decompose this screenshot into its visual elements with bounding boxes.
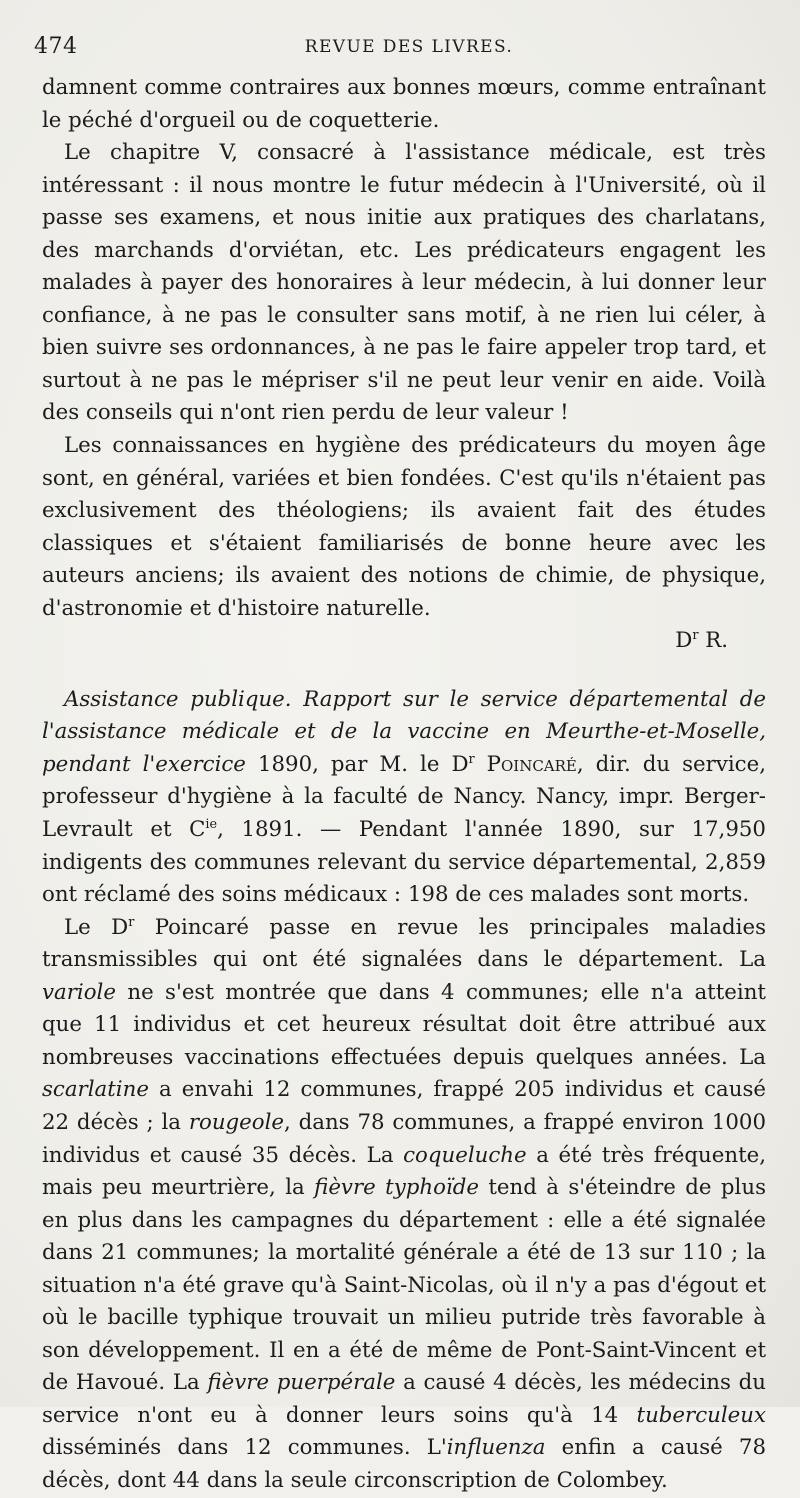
paragraph: Le chapitre V, consacré à l'assistance médicale, est très intéressant : il nous montre le futur médecin à l'Université, où il passe ses examens, et nous initie aux pratiques des charlatans, des marchands d'orviétan, etc. Les prédicateurs engagent les malades à payer des honoraires à leur médecin, à lui donner leur confiance, à ne pas le consulter sans motif, à ne rien lui céler, à bien suivre ses ordonnances, à ne pas le faire appeler trop tard, et surtout à ne pas le mépriser s'il ne peut leur venir en aide. Voilà des conseils qui n'ont rien perdu de leur valeur ! <box>42 140 766 426</box>
signature-superscript: r <box>692 628 699 644</box>
page-body <box>34 30 766 1498</box>
review-continued <box>42 72 766 658</box>
disease-term: tuberculeux <box>636 1402 766 1428</box>
bibliographic-entry: Assistance publique. Rapport sur le service départemental de l'assistance médicale et de la vaccine en Meurthe-et-Moselle, pendant l'exercice 1890, par M. le $D^r$ Poincaré, dir. du service, professeur d'hygiène à la faculté de Nancy. Nancy, impr. Berger-Levrault et $C^{ie}$, 1891. — Pendant l'année 1890, sur 17,950 indigents des communes relevant du service départemental, 2,859 ont réclamé des soins médicaux : 198 de ces malades sont morts. <box>42 686 766 908</box>
review-assistance-publique <box>42 684 766 1498</box>
review-signature <box>42 625 766 658</box>
disease-term: coqueluche <box>403 1142 527 1168</box>
disease-term: fièvre typhoïde <box>314 1175 479 1201</box>
paragraph: Le $D^r$ Poincaré passe en revue les principales maladies transmissibles qui ont été signalées dans le département. La variole ne s'est montrée que dans 4 communes; elle n'a atteint que 11 individus et cet heureux résultat doit être attribué aux nombreuses vaccinations effectuées depuis quelques années. La scarlatine a envahi 12 communes, frappé 205 individus et causé 22 décès ; la rougeole, dans 78 communes, a frappé environ 1000 individus et causé 35 décès. La coqueluche a été très fréquente, mais peu meurtrière, la fièvre typhoïde tend à s'éteindre de plus en plus dans les campagnes du département : elle a été signalée dans 21 communes; la mortalité générale a été de 13 sur 110 ; la situation n'a été grave qu'à Saint-Nicolas, où il n'y a pas d'égout et où le bacille typhique trouvait un milieu putride très favorable à son développement. Il en a été de même de Pont-Saint-Vincent et de Havoué. La fièvre puerpérale a causé 4 décès, les médecins du service n'ont eu à donner leurs soins qu'à 14 tuberculeux disséminés dans 12 communes. L'influenza enfin a causé 78 décès, dont 44 dans la seule circonscription de Colombey. <box>42 914 766 1493</box>
disease-term: variole <box>42 979 116 1005</box>
page-header <box>34 30 766 64</box>
signature-initial: R. <box>698 628 728 654</box>
paragraph: Les connaissances en hygiène des prédicateurs du moyen âge sont, en général, variées et bien fondées. C'est qu'ils n'étaient pas exclusivement des théologiens; ils avaient fait des études classiques et s'étaient familiarisés de bonne heure avec les auteurs anciens; ils avaient des notions de chimie, de physique, d'astronomie et d'histoire naturelle. <box>42 433 766 621</box>
paragraph: damnent comme contraires aux bonnes mœurs, comme entraînant le péché d'orgueil ou de coquetterie. <box>42 75 766 133</box>
author-name: Poincaré <box>474 751 577 777</box>
running-head: REVUE DES LIVRES. <box>304 37 514 57</box>
disease-term: rougeole <box>188 1109 285 1135</box>
disease-term: influenza <box>446 1435 546 1461</box>
page-number: 474 <box>34 34 78 59</box>
signature-title: D <box>675 628 693 654</box>
disease-term: fièvre puerpérale <box>207 1370 396 1396</box>
entry-title: Assistance publique. Rapport sur le service départemental de l'assistance médicale et de la vaccine en Meurthe-et-Moselle, pendant l'exercice <box>42 686 766 777</box>
disease-term: scarlatine <box>42 1077 149 1103</box>
